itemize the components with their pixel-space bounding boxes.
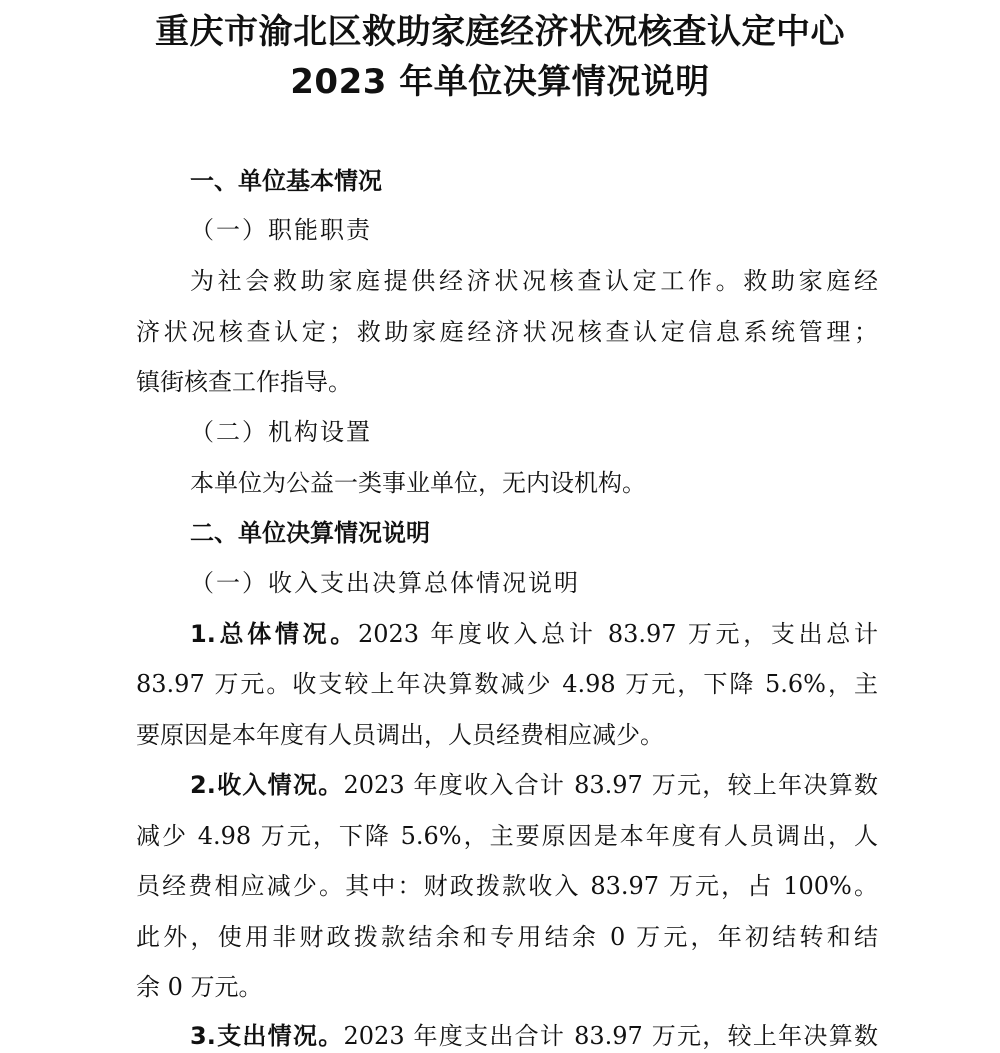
paragraph-lead-income: 2.收入情况。 [190, 771, 344, 799]
paragraph-line [136, 1021, 878, 1051]
paragraph-lead-expenditure: 3.支出情况。 [190, 1022, 344, 1050]
paragraph-line: 83.97 万元。收支较上年决算数减少 4.98 万元，下降 5.6%，主 [136, 670, 878, 698]
paragraph-text: 2023 年度收入总计 83.97 万元，支出总计 [357, 620, 878, 648]
paragraph-line: 要原因是本年度有人员调出，人员经费相应减少。 [136, 721, 664, 749]
document-title-line-1: 重庆市渝北区救助家庭经济状况核查认定中心 [155, 12, 845, 52]
paragraph-line: 减少 4.98 万元，下降 5.6%，主要原因是本年度有人员调出，人 [136, 822, 878, 850]
paragraph-line: 济状况核查认定；救助家庭经济状况核查认定信息系统管理； [136, 318, 878, 346]
paragraph-line: 本单位为公益一类事业单位，无内设机构。 [190, 469, 646, 497]
paragraph-line: 镇街核查工作指导。 [136, 368, 352, 396]
subsection-heading-duties: （一）职能职责 [190, 216, 372, 244]
paragraph-lead-overall: 1.总体情况。 [190, 620, 358, 648]
document-title-line-2: 2023 年单位决算情况说明 [290, 62, 710, 102]
paragraph-line: 此外，使用非财政拨款结余和专用结余 0 万元，年初结转和结 [136, 923, 878, 951]
paragraph-line [136, 619, 878, 649]
paragraph-text: 2023 年度支出合计 83.97 万元，较上年决算数 [343, 1022, 878, 1050]
subsection-heading-organization: （二）机构设置 [190, 418, 372, 446]
paragraph-line: 余 0 万元。 [136, 973, 263, 1001]
paragraph-line: 员经费相应减少。其中：财政拨款收入 83.97 万元，占 100%。 [136, 872, 878, 900]
paragraph-text: 2023 年度收入合计 83.97 万元，较上年决算数 [343, 771, 878, 799]
paragraph-line [136, 770, 878, 800]
section-heading-2: 二、单位决算情况说明 [190, 519, 430, 547]
subsection-heading-overview: （一）收入支出决算总体情况说明 [190, 569, 580, 597]
section-heading-1: 一、单位基本情况 [190, 167, 382, 195]
paragraph-line: 为社会救助家庭提供经济状况核查认定工作。救助家庭经 [190, 267, 878, 295]
